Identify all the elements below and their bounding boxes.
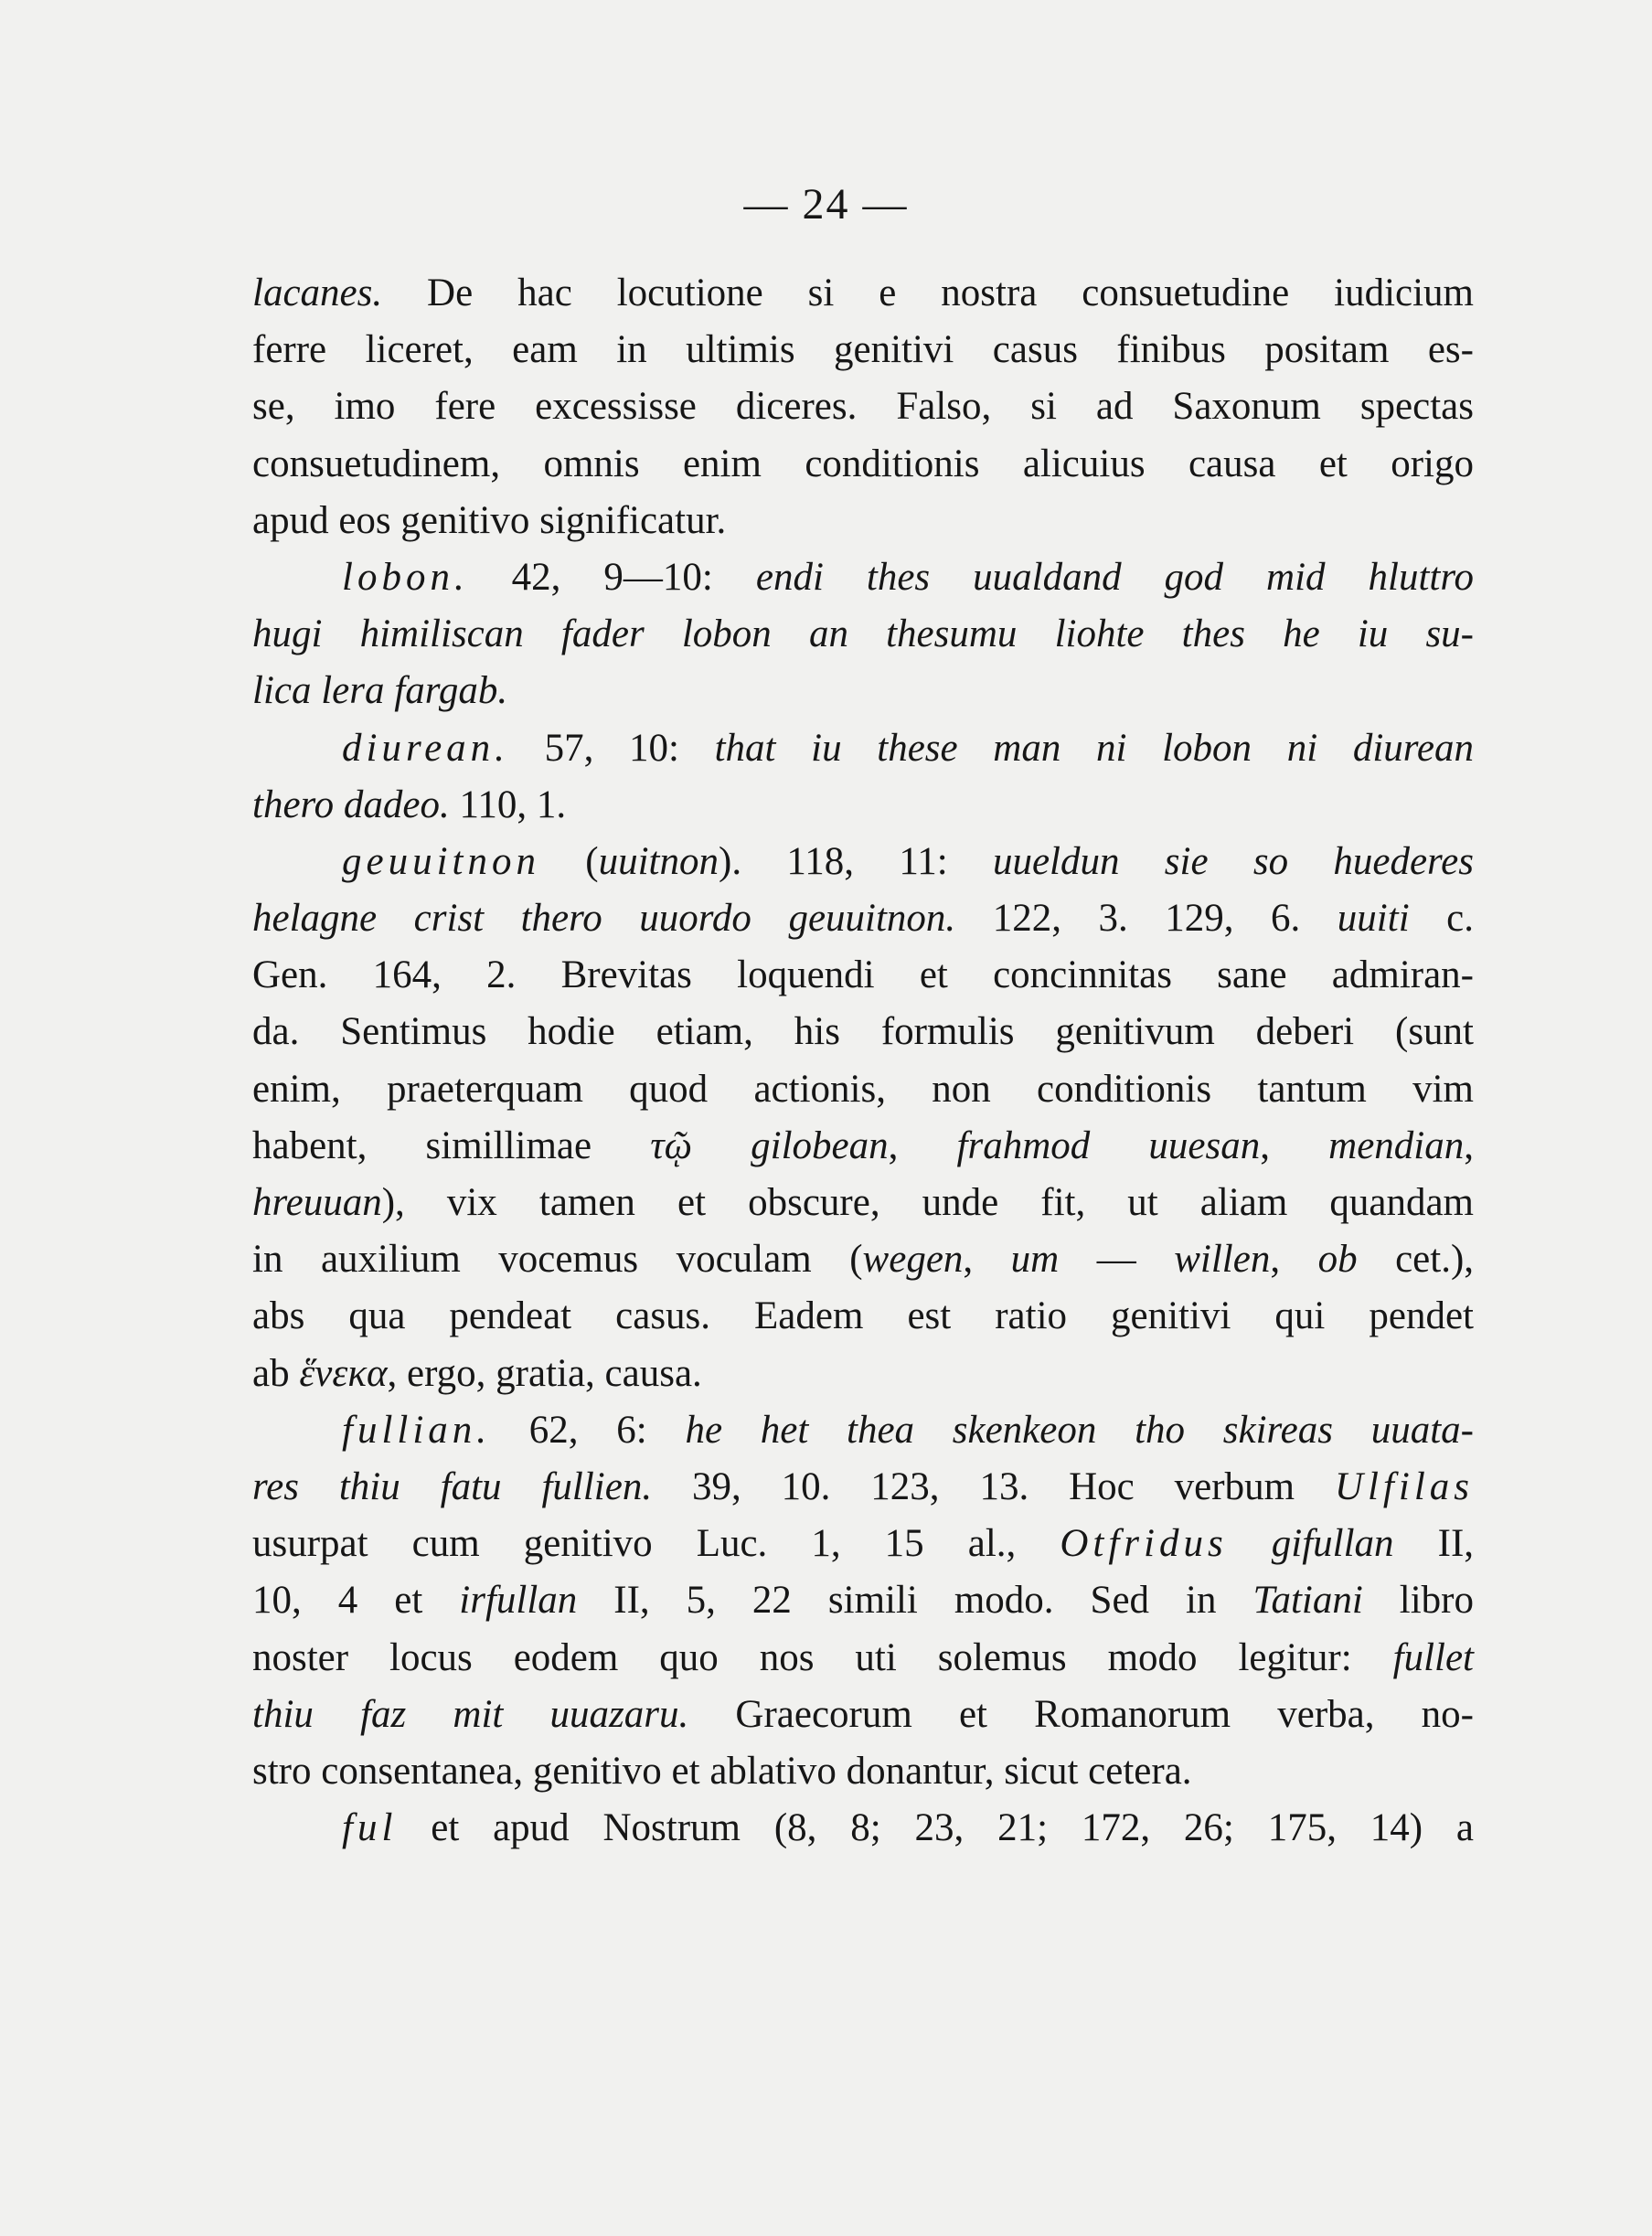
quotation-text: τῷ gilobean bbox=[650, 1123, 889, 1167]
quotation-text: endi thes uualdand god mid hluttro bbox=[755, 555, 1474, 599]
quotation-text: Tatiani bbox=[1252, 1579, 1363, 1623]
quotation-text: hugi himiliscan fader lobon an thesumu liohte thes he iu su- bbox=[252, 612, 1474, 656]
quotation-text: uuiti bbox=[1337, 897, 1410, 941]
headword: fullian. bbox=[342, 1408, 492, 1452]
text-run: se, imo fere excessisse diceres. Falso, si ad Saxonum spectas bbox=[252, 385, 1474, 429]
text-line bbox=[252, 1630, 1474, 1687]
text-line bbox=[252, 1004, 1474, 1060]
text-run: c. bbox=[1409, 897, 1474, 941]
text-run: , bbox=[963, 1238, 1011, 1282]
text-run: et apud Nostrum (8, 8; 23, 21; 172, 26; 175, 14) a bbox=[397, 1806, 1474, 1850]
text-run: da. Sentimus hodie etiam, his formulis genitivum deberi (sunt bbox=[252, 1010, 1474, 1054]
quotation-text: uueldun sie so huederes bbox=[992, 839, 1474, 883]
quotation-text: mendian bbox=[1328, 1123, 1465, 1167]
text-run: , bbox=[1260, 1123, 1329, 1167]
text-line bbox=[252, 1743, 1474, 1800]
quotation-text: he het thea skenkeon tho skireas uuata- bbox=[685, 1408, 1474, 1452]
text-line bbox=[252, 493, 1474, 549]
quotation-text: uuitnon bbox=[598, 839, 719, 883]
headword: geuuitnon bbox=[342, 839, 540, 883]
text-run: ), vix tamen et obscure, unde fit, ut aliam quandam bbox=[381, 1181, 1474, 1224]
text-line bbox=[252, 1231, 1474, 1288]
text-line bbox=[252, 1459, 1474, 1516]
text-run: 62, 6: bbox=[491, 1408, 686, 1452]
quotation-text: ob bbox=[1317, 1238, 1358, 1282]
text-line bbox=[252, 947, 1474, 1004]
quotation-text: that iu these man ni lobon ni diurean bbox=[714, 726, 1474, 770]
text-line bbox=[252, 322, 1474, 378]
text-run: stro consentanea, genitivo et ablativo donantur, sicut cetera. bbox=[252, 1749, 1192, 1793]
quotation-text: lica lera fargab. bbox=[252, 669, 508, 713]
quotation-text: lacanes. bbox=[252, 272, 383, 314]
quotation-text: thiu faz mit uuazaru. bbox=[252, 1692, 689, 1736]
text-line bbox=[252, 1516, 1474, 1572]
text-run: ). 118, 11: bbox=[719, 839, 993, 883]
quotation-text: hreuuan bbox=[252, 1181, 382, 1224]
text-run: Gen. 164, 2. Brevitas loquendi et concinnitas sane admiran- bbox=[252, 953, 1474, 997]
text-run: Graecorum et Romanorum verba, no- bbox=[688, 1692, 1475, 1736]
text-run: 39, 10. 123, 13. Hoc verbum bbox=[652, 1464, 1335, 1508]
text-run: II, bbox=[1393, 1522, 1475, 1566]
quotation-text: irfullan bbox=[459, 1579, 578, 1623]
text-run: , bbox=[888, 1123, 957, 1167]
quotation-text: willen bbox=[1174, 1238, 1271, 1282]
text-run: noster locus eodem quo nos uti solemus modo legitur: bbox=[252, 1635, 1393, 1679]
text-line bbox=[252, 1402, 1474, 1459]
text-run: 122, 3. 129, 6. bbox=[955, 897, 1338, 941]
text-line bbox=[252, 1800, 1474, 1857]
text-run: habent, simillimae bbox=[252, 1123, 651, 1167]
text-line bbox=[252, 890, 1474, 947]
quotation-text: res thiu fatu fullien. bbox=[252, 1464, 653, 1508]
headword: lobon. bbox=[342, 555, 469, 599]
text-line bbox=[252, 549, 1474, 606]
quotation-text: wegen bbox=[862, 1238, 964, 1282]
page-number: — 24 — bbox=[743, 180, 909, 229]
text-run: in auxilium vocemus voculam ( bbox=[252, 1238, 863, 1282]
text-run: apud eos genitivo significatur. bbox=[252, 498, 727, 542]
text-run: II, 5, 22 simili modo. Sed in bbox=[577, 1579, 1253, 1623]
text-run: , bbox=[1270, 1238, 1318, 1282]
headword: Otfridus bbox=[1060, 1522, 1228, 1566]
quotation-text: thero dadeo. bbox=[252, 783, 450, 826]
quotation-text: fullet bbox=[1392, 1635, 1474, 1679]
quotation-text: ἕνεκα bbox=[299, 1351, 388, 1395]
text-line bbox=[252, 1572, 1474, 1629]
headword: ful bbox=[342, 1806, 398, 1850]
text-run: , bbox=[1464, 1123, 1475, 1167]
body-text bbox=[252, 265, 1474, 1857]
text-line bbox=[252, 606, 1474, 663]
text-run: enim, praeterquam quod actionis, non conditionis tantum vim bbox=[252, 1067, 1474, 1111]
text-run: consuetudinem, omnis enim conditionis alicuius causa et origo bbox=[252, 442, 1474, 485]
text-run: 42, 9—10: bbox=[468, 555, 756, 599]
quotation-text: helagne crist thero uuordo geuuitnon. bbox=[252, 897, 956, 941]
text-run: 57, 10: bbox=[508, 726, 715, 770]
text-line bbox=[252, 265, 1474, 322]
text-run: ferre liceret, eam in ultimis genitivi casus finibus positam es- bbox=[252, 328, 1474, 372]
text-run: libro bbox=[1362, 1579, 1475, 1623]
text-run: 10, 4 et bbox=[252, 1579, 460, 1623]
text-line bbox=[252, 1061, 1474, 1118]
quotation-text: um bbox=[1010, 1238, 1060, 1282]
quotation-text: frahmod uuesan bbox=[956, 1123, 1261, 1167]
text-line bbox=[252, 1118, 1474, 1175]
text-line bbox=[252, 834, 1474, 890]
text-run: ( bbox=[539, 839, 599, 883]
text-run bbox=[1228, 1522, 1272, 1565]
text-line bbox=[252, 378, 1474, 435]
text-run: cet.), bbox=[1357, 1238, 1475, 1282]
text-line bbox=[252, 777, 1474, 834]
text-run: , ergo, gratia, causa. bbox=[387, 1351, 702, 1395]
text-run: — bbox=[1059, 1238, 1175, 1282]
quotation-text: gifullan bbox=[1271, 1522, 1394, 1566]
text-line bbox=[252, 1346, 1474, 1402]
text-line bbox=[252, 1175, 1474, 1231]
headword: Ulfilas bbox=[1334, 1464, 1474, 1508]
text-line bbox=[252, 1687, 1474, 1743]
text-line bbox=[252, 436, 1474, 493]
headword: diurean. bbox=[342, 726, 509, 770]
text-run: usurpat cum genitivo Luc. 1, 15 al., bbox=[252, 1522, 1060, 1566]
text-run: De hac locutione si e nostra consuetudine iudicium bbox=[382, 272, 1474, 314]
text-run: ab bbox=[252, 1351, 300, 1395]
text-line bbox=[252, 663, 1474, 719]
text-line bbox=[252, 720, 1474, 777]
text-run: abs qua pendeat casus. Eadem est ratio genitivi qui pendet bbox=[252, 1294, 1474, 1338]
text-line bbox=[252, 1288, 1474, 1345]
text-run: 110, 1. bbox=[449, 783, 567, 826]
